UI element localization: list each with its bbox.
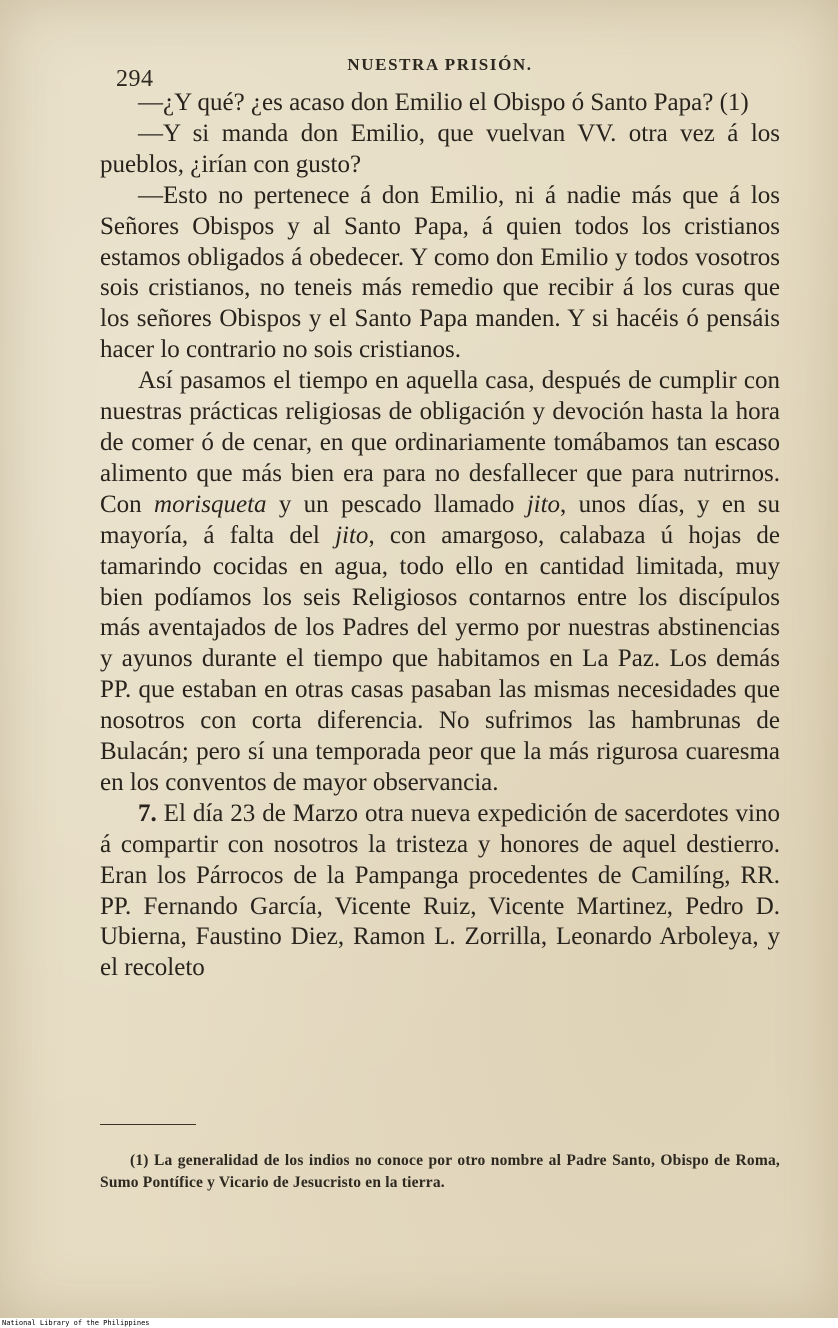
page-header (100, 52, 780, 92)
body-text (100, 88, 780, 984)
narrative-paragraph (100, 366, 780, 799)
section-paragraph (100, 799, 780, 984)
dialogue-paragraph: —Y si manda don Emilio, que vuelvan VV. otra vez á los pueblos, ¿irían con gusto? (100, 119, 780, 178)
section-number: 7. (138, 799, 157, 827)
running-head: NUESTRA PRISIÓN. (347, 55, 533, 74)
footnote-text: (1) La generalidad de los indios no conoce por otro nombre al Padre Santo, Obispo de Roma, Sumo Pontífice y Vicario de Jesucristo en la tierra. (100, 1152, 780, 1191)
text-run: y un pescado llamado (266, 490, 527, 518)
text-run: Así pasamos el tiempo en aquella casa, después de cumplir con nuestras prácticas religiosas de obligación y devoción hasta la hora de comer ó de cenar, en que ordinariamente tomábamos tan escaso alimento que más bien era para no desfallecer que para nutrirnos. Con (100, 367, 780, 518)
text-run: , unos días, y en su mayoría, á falta del (100, 490, 780, 549)
italic-term: jito (526, 490, 561, 518)
italic-term: jito (335, 521, 369, 549)
footnote (100, 1150, 780, 1194)
text-run: , con amargoso, calabaza ú hojas de tamarindo cocidas en agua, todo ello en cantidad limitada, muy bien podíamos los seis Religiosos contarnos entre los discípulos más aventajados de los Padres del yermo por nuestras abstinencias y ayunos durante el tiempo que habitamos en La Paz. Los demás PP. que estaban en otras casas pasaban las mismas necesidades que nosotros con corta diferencia. No sufrimos las hambrunas de Bulacán; pero sí una temporada peor que la más rigurosa cuaresma en los conventos de mayor observancia. (100, 521, 780, 796)
page-number: 294 (116, 66, 154, 92)
dialogue-paragraph: —¿Y qué? ¿es acaso don Emilio el Obispo ó Santo Papa? (1) (138, 89, 749, 116)
italic-term: morisqueta (154, 490, 267, 518)
footnote-rule (100, 1124, 196, 1125)
dialogue-paragraph: —Esto no pertenece á don Emilio, ni á nadie más que á los Señores Obispos y al Santo Papa, á quien todos los cristianos estamos obligados á obedecer. Y como don Emilio y todos vosotros sois cristianos, no teneis más remedio que recibir á los curas que los señores Obispos y el Santo Papa manden. Y si hacéis ó pensáis hacer lo contrario no sois cristianos. (100, 181, 780, 364)
text-run: El día 23 de Marzo otra nueva expedición de sacerdotes vino á compartir con nosotros la tristeza y honores de aquel destierro. Eran los Párrocos de la Pampanga procedentes de Camilíng, RR. PP. Fernando García, Vicente Ruiz, Vicente Martinez, Pedro D. Ubierna, Faustino Diez, Ramon L. Zorrilla, Leonardo Arboleya, y el recoleto (100, 799, 780, 982)
library-credit: National Library of the Philippines (2, 1319, 150, 1327)
